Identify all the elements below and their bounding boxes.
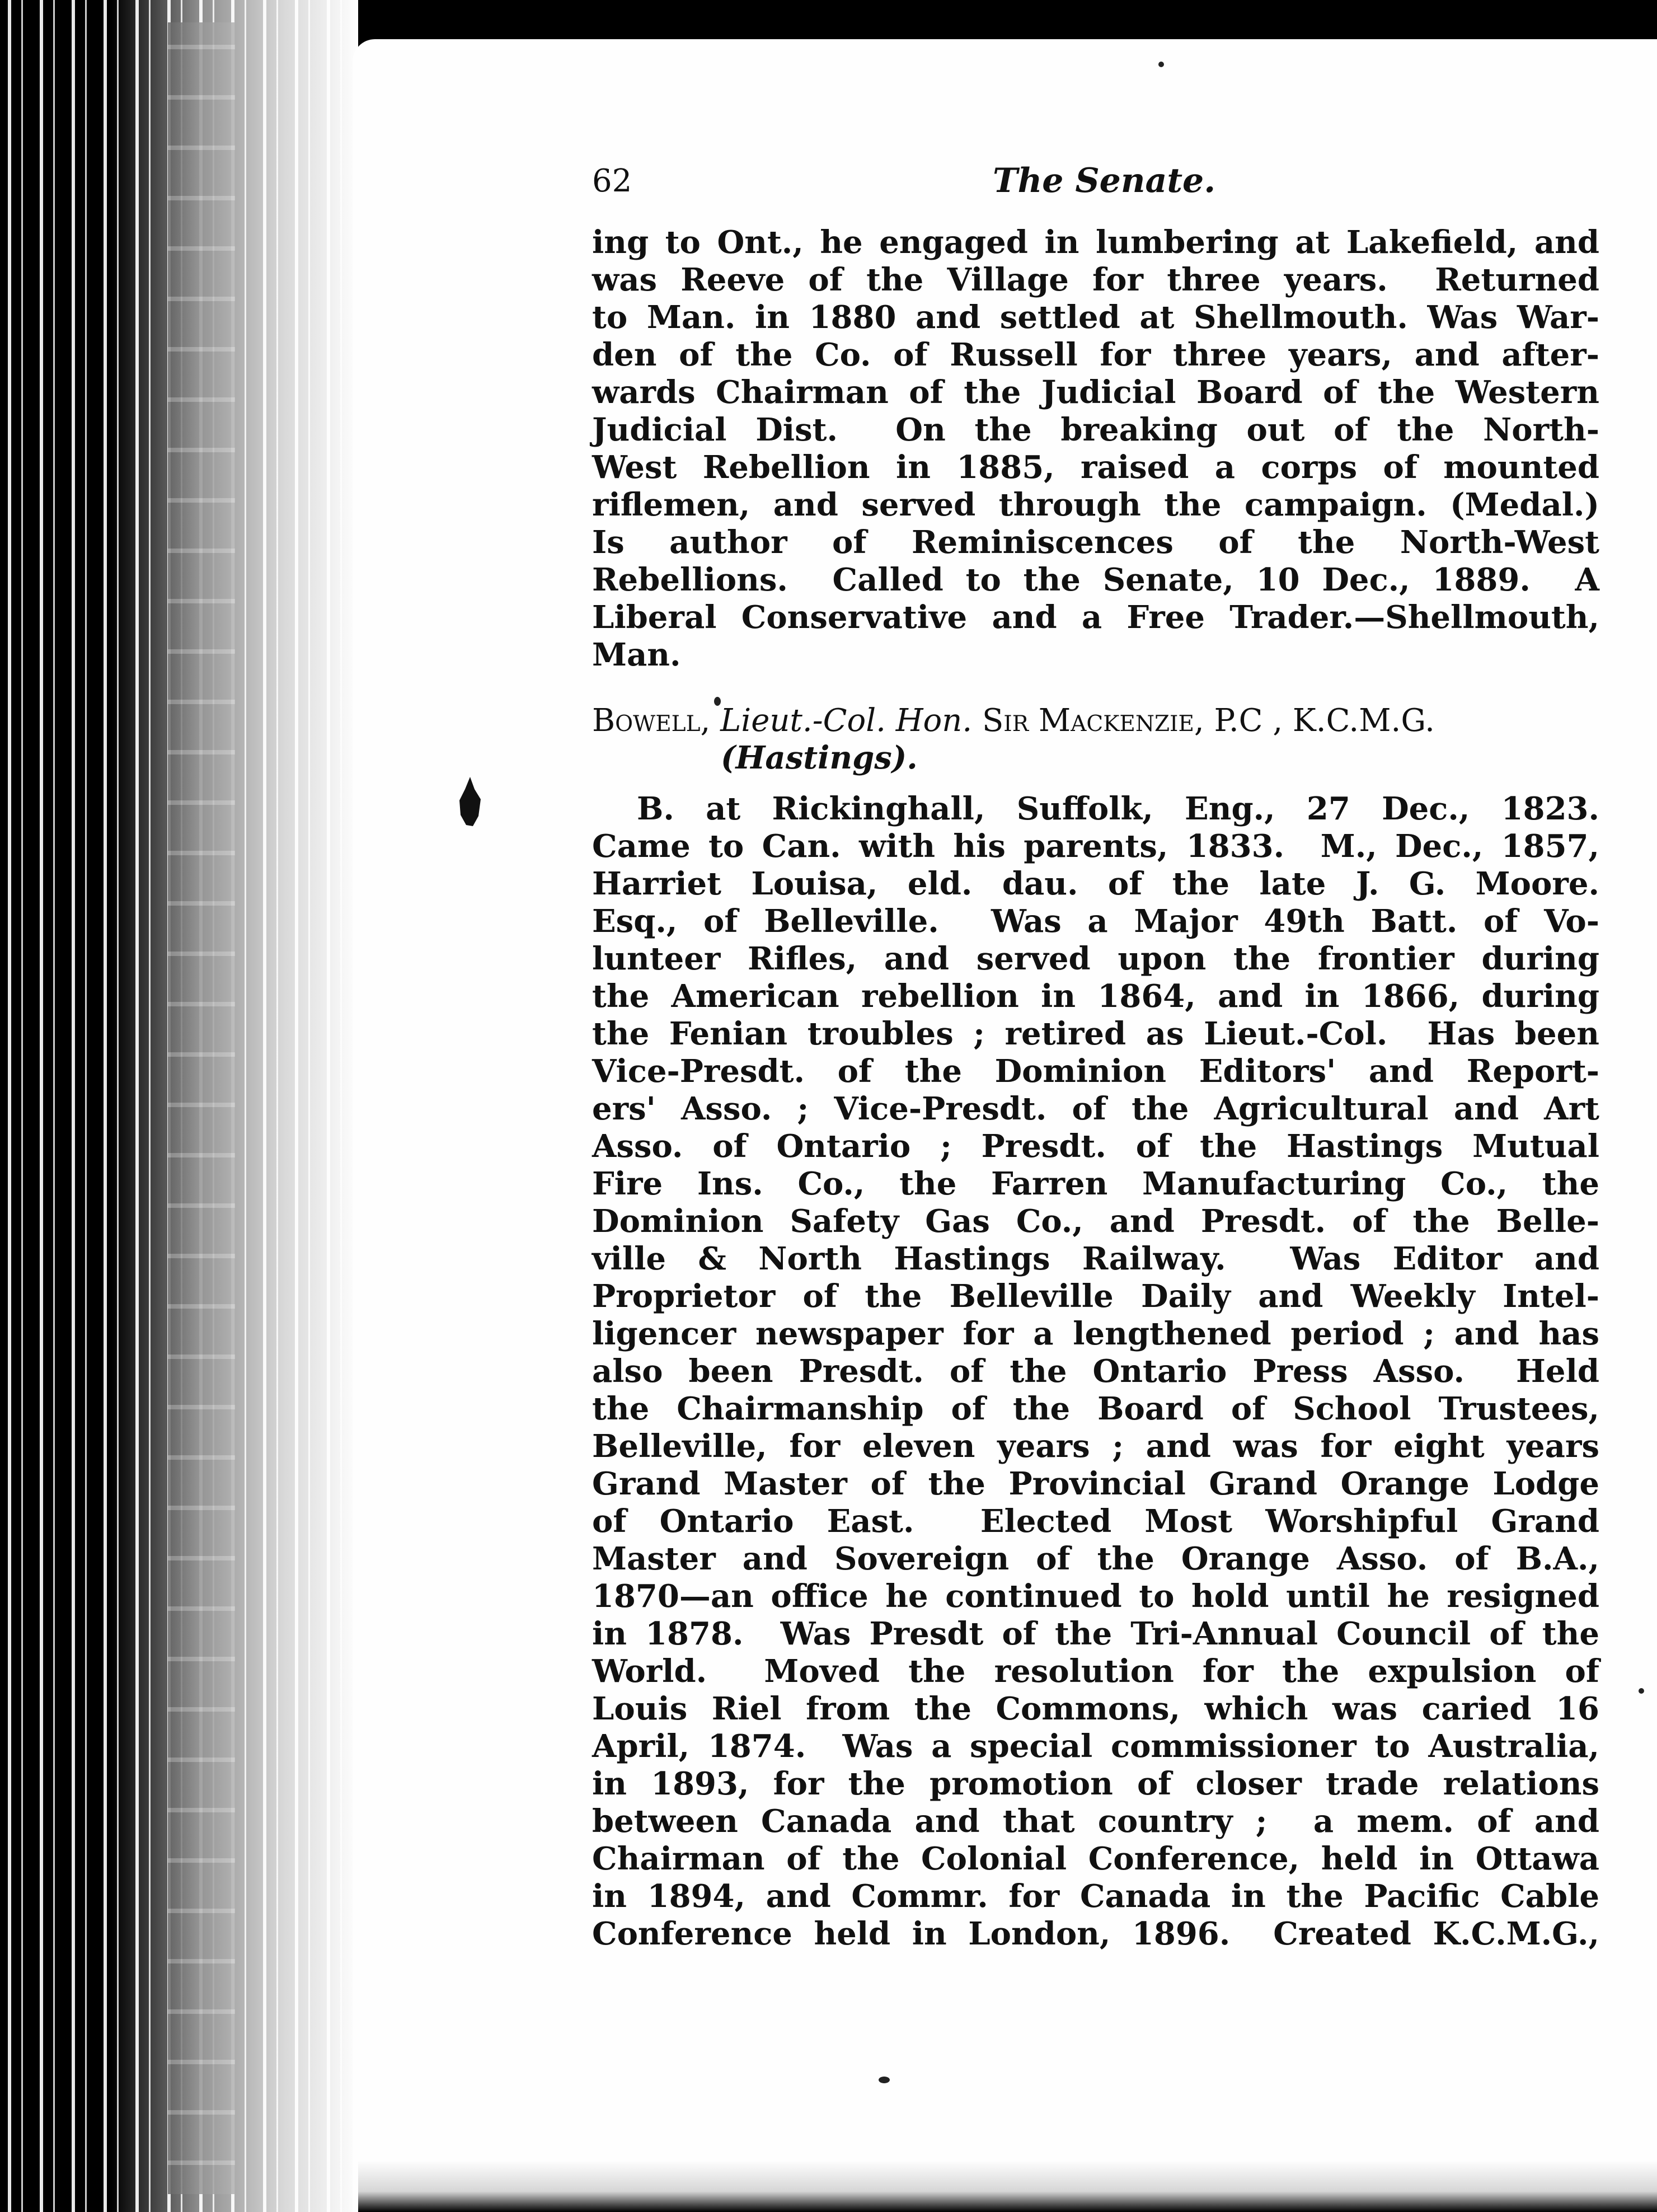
text-line: to Man. in 1880 and settled at Shellmouth. Was War-	[592, 299, 1599, 336]
text-line: Harriet Louisa, eld. dau. of the late J. G. Moore.	[592, 865, 1599, 902]
paragraph-biography	[592, 790, 1599, 1953]
text-line: also been Presdt. of the Ontario Press Asso. Held	[592, 1353, 1599, 1390]
text-line: Came to Can. with his parents, 1833. M., Dec., 1857,	[592, 828, 1599, 865]
text-line: Fire Ins. Co., the Farren Manufacturing Co., the	[592, 1165, 1599, 1202]
text-line: Asso. of Ontario ; Presdt. of the Hastings Mutual	[592, 1128, 1599, 1165]
text-line: Proprietor of the Belleville Daily and Weekly Intel-	[592, 1278, 1599, 1315]
gutter-fade	[112, 0, 358, 2212]
text-line: Man.	[592, 636, 681, 673]
text-line: Chairman of the Colonial Conference, held in Ottawa	[592, 1840, 1599, 1877]
entry-honours: P.C , K.C.M.G.	[1214, 702, 1435, 739]
text-line: Louis Riel from the Commons, which was caried 16	[592, 1690, 1599, 1727]
entry-heading	[592, 702, 1599, 777]
text-line: Is author of Reminiscences of the North-West	[592, 524, 1599, 561]
text-line: between Canada and that country ; a mem. of and	[592, 1803, 1599, 1840]
text-line: riflemen, and served through the campaign. (Medal.)	[592, 486, 1599, 523]
print-speck	[879, 2077, 890, 2083]
text-line: Grand Master of the Provincial Grand Orange Lodge	[592, 1465, 1599, 1502]
text-line: Judicial Dist. On the breaking out of the North-	[592, 411, 1599, 448]
entry-rank: Lieut.-Col. Hon.	[720, 702, 973, 739]
text-line: Rebellions. Called to the Senate, 10 Dec., 1889. A	[592, 561, 1599, 598]
page-bottom-edge	[358, 2161, 1657, 2212]
text-line: ing to Ont., he engaged in lumbering at Lakefield, and	[592, 224, 1599, 261]
text-line: Liberal Conservative and a Free Trader.—Shellmouth,	[592, 599, 1599, 636]
print-speck	[1639, 1688, 1644, 1694]
text-line: in 1893, for the promotion of closer trade relations	[592, 1765, 1599, 1802]
text-line: World. Moved the resolution for the expulsion of	[592, 1653, 1599, 1690]
text-line: ligencer newspaper for a lengthened period ; and has	[592, 1315, 1599, 1352]
text-line: lunteer Rifles, and served upon the frontier during	[592, 940, 1599, 977]
text-line: 1870—an office he continued to hold until he resigned	[592, 1578, 1599, 1615]
text-line: in 1894, and Commr. for Canada in the Pacific Cable	[592, 1878, 1599, 1915]
page-text	[592, 162, 1599, 1953]
text-line: Esq., of Belleville. Was a Major 49th Batt. of Vo-	[592, 903, 1599, 940]
text-line: B. at Rickinghall, Suffolk, Eng., 27 Dec., 1823.	[637, 790, 1599, 827]
text-line: den of the Co. of Russell for three years, and after-	[592, 336, 1599, 373]
text-line: April, 1874. Was a special commissioner to Australia,	[592, 1728, 1599, 1765]
text-line: Dominion Safety Gas Co., and Presdt. of the Belle-	[592, 1203, 1599, 1240]
text-line: in 1878. Was Presdt of the Tri-Annual Council of the	[592, 1615, 1599, 1652]
running-head: The Senate.	[993, 161, 1216, 200]
entry-name: Sir Mackenzie,	[982, 702, 1204, 739]
text-line: Master and Sovereign of the Orange Asso. of B.A.,	[592, 1540, 1599, 1577]
page-header	[592, 162, 1599, 213]
text-line: the Fenian troubles ; retired as Lieut.-Col. Has been	[592, 1015, 1599, 1052]
page-number: 62	[592, 163, 632, 199]
text-line: the Chairmanship of the Board of School Trustees,	[592, 1390, 1599, 1427]
text-line: Vice-Presdt. of the Dominion Editors' and Report-	[592, 1053, 1599, 1090]
text-line: ers' Asso. ; Vice-Presdt. of the Agricultural and Art	[592, 1090, 1599, 1127]
pointing-hand-icon	[456, 777, 484, 827]
paragraph-continued	[592, 224, 1599, 674]
text-line: Belleville, for eleven years ; and was for eight years	[592, 1428, 1599, 1465]
entry-heading-line	[592, 702, 1599, 739]
text-line: was Reeve of the Village for three years. Returned	[592, 261, 1599, 298]
text-line: Conference held in London, 1896. Created K.C.M.G.,	[592, 1915, 1599, 1952]
entry-surname: Bowell,	[592, 702, 711, 739]
entry-constituency: (Hastings).	[721, 739, 918, 776]
text-line: the American rebellion in 1864, and in 1866, during	[592, 978, 1599, 1015]
text-line: wards Chairman of the Judicial Board of the Western	[592, 374, 1599, 411]
text-line: of Ontario East. Elected Most Worshipful Grand	[592, 1503, 1599, 1540]
text-line: West Rebellion in 1885, raised a corps of mounted	[592, 449, 1599, 486]
text-line: ville & North Hastings Railway. Was Editor and	[592, 1240, 1599, 1277]
print-speck	[1158, 62, 1164, 67]
